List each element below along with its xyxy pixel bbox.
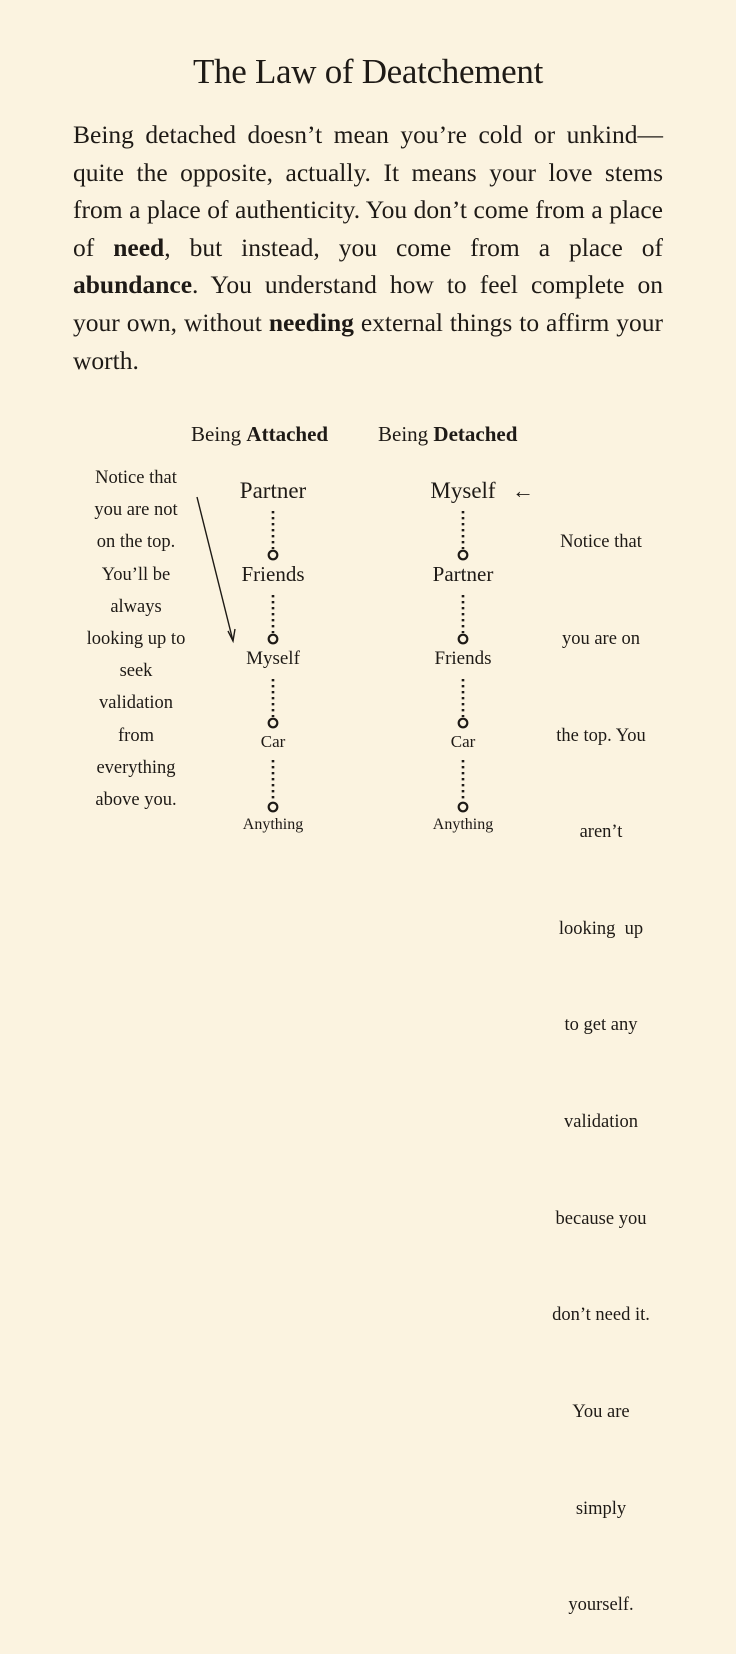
detached-item-partner: Partner	[432, 562, 494, 586]
attached-node-circle-4	[269, 803, 278, 812]
detached-note-line: Notice that	[560, 532, 642, 553]
paragraph-text-2: , but instead, you come from a place of	[164, 232, 664, 262]
attached-node-circle-3	[269, 719, 278, 728]
attached-note-line: on the top.	[96, 532, 176, 553]
detached-note-line: to get any	[564, 1015, 638, 1036]
detached-item-anything: Anything	[432, 816, 494, 833]
attached-item-myself: Myself	[246, 648, 300, 669]
detached-note-line: You are	[572, 1401, 630, 1422]
detached-item-myself: Myself	[430, 478, 496, 503]
attached-node-circle-2	[269, 635, 278, 644]
attached-item-partner: Partner	[239, 478, 307, 503]
paragraph-text-4: external things to affirm your worth.	[73, 307, 664, 375]
detached-node-circle-1	[459, 551, 468, 560]
detached-note-line: looking up	[558, 918, 644, 939]
attached-note-line: above you.	[95, 790, 177, 811]
attached-note-line: you are not	[94, 500, 178, 521]
attached-note-line: Notice that	[95, 468, 177, 488]
emphasis-needing: needing	[268, 307, 354, 337]
heading-attached-bold: Attached	[246, 422, 329, 446]
detached-note-line: because you	[555, 1208, 647, 1229]
attached-item-anything: Anything	[242, 816, 304, 833]
attached-item-friends: Friends	[241, 562, 305, 586]
attached-note-line: validation	[99, 693, 173, 714]
attached-note-line: seek	[119, 661, 153, 682]
heading-detached-bold: Detached	[433, 422, 518, 446]
detached-node-circle-4	[459, 803, 468, 812]
attached-node-circle-1	[269, 551, 278, 560]
heading-detached-plain: Being	[378, 422, 434, 446]
detached-note	[531, 462, 671, 1654]
detached-note-line: simply	[575, 1498, 627, 1519]
paragraph-text-3: . You understand how to feel complete on your own, without	[73, 270, 663, 337]
detached-item-car: Car	[450, 732, 476, 751]
detached-note-line: yourself.	[568, 1595, 634, 1616]
attached-item-car: Car	[260, 732, 286, 751]
detached-item-friends: Friends	[434, 648, 492, 669]
paragraph-text-1: Being detached doesn’t mean you’re cold or unkind—quite the opposite, actually. It means your love stems from a place of authenticity. You don’t come from a place of	[73, 120, 663, 262]
emphasis-need: need	[113, 232, 165, 262]
detached-node-circle-3	[459, 719, 468, 728]
heading-attached-plain: Being	[191, 422, 247, 446]
attached-note-line: from	[118, 725, 154, 746]
left-arrow-icon: ←	[512, 478, 534, 503]
detached-note-line: don’t need it.	[552, 1305, 650, 1326]
page-title: The Law of Deatchement	[192, 52, 544, 91]
attached-note-line: everything	[96, 757, 176, 778]
detached-node-circle-2	[459, 635, 468, 644]
detached-note-line: you are on	[561, 629, 641, 650]
detached-note-line: aren’t	[579, 822, 623, 843]
emphasis-abundance: abundance	[73, 270, 193, 300]
attached-note	[66, 462, 206, 816]
attached-note-line: looking up to	[86, 629, 186, 650]
detached-note-line: the top. You	[556, 725, 646, 746]
attached-note-line: You’ll be	[101, 564, 171, 585]
attached-note-line: always	[110, 596, 162, 617]
detached-note-line: validation	[564, 1112, 638, 1133]
